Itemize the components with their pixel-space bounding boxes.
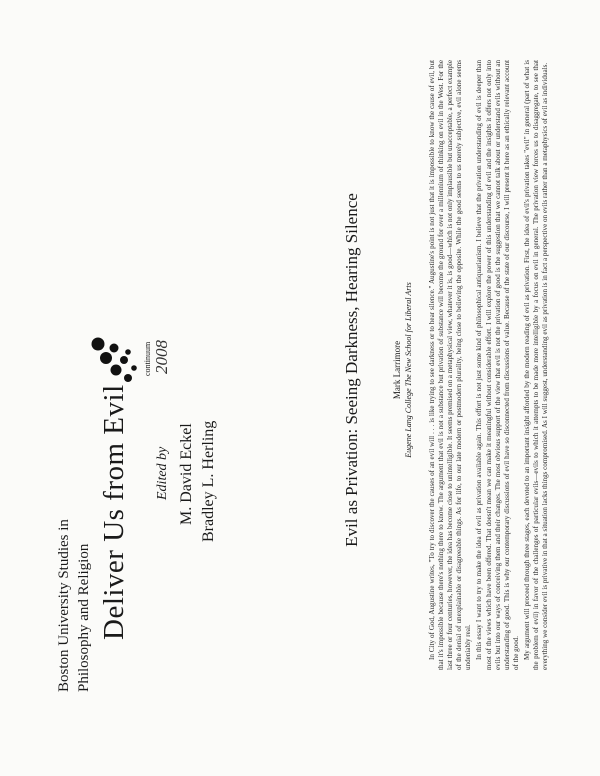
editor-name: Bradley L. Herling bbox=[200, 420, 217, 542]
author-affiliation: Eugene Lang College The New School for Liberal Arts bbox=[404, 282, 413, 458]
title-page bbox=[40, 20, 290, 760]
paragraph: In City of God, Augustine writes, "To try to discover the causes of an evil will . . . is like trying to see darkness or to hear silence." Augustine's point is not just that it is impossible to know the cause of evil, but that it's impossible because there's nothing there to know. The argument that evil is not a substance but privation of substance will become the ground for over a millennium of thinking on evil in the West. For the last three or four centuries, however, the idea has become close to unintelligible. It seems premised on a metaphysical view, whatever it is, is good—which is not only implausible but unacceptable, a perfect example of the denial of unexplainable or disagreeable things. As for life, to our late modern or postmodern plurality, being close to believing the opposite. While the good seems to us merely subjective, evil alone seems undeniably real. bbox=[428, 60, 473, 670]
essay-body bbox=[428, 60, 552, 670]
edited-by-label: Edited by bbox=[155, 446, 170, 500]
editor-name: M. David Eckel bbox=[178, 423, 195, 525]
handwritten-year: 2008 bbox=[152, 340, 171, 374]
author-name: Mark Larrimore bbox=[392, 340, 402, 400]
essay-title: Evil as Privation: Seeing Darkness, Hearing Silence bbox=[342, 193, 361, 547]
continuum-logo-icon bbox=[84, 326, 144, 388]
paragraph: My argument will proceed through three stages, each devoted to an important insight afforded by the modern reading of evil as privation. First, the idea of evil's privation takes "evil" in general (part of what is the problem of evil) in favor of the challenges of particular evils—evils to which it attempts to be made more intelligible by a focus on evil in general. The privation view forces us to disaggregate, to see that everything we consider evil is privative in that a situation lacks things compromised. As I will suggest, understanding evil as privation is in fact a perspective on evils rather than a metaphysics of evil as individuals. bbox=[522, 60, 550, 670]
publisher-name: continuum bbox=[143, 341, 152, 376]
series-title: Boston University Studies in Philosophy and Religion bbox=[56, 519, 92, 692]
essay-first-page bbox=[300, 20, 590, 760]
paragraph: In this essay I want to try to make the idea of evil as privation available again. This effort is not just some kind of philosophical antiquarianism. I believe that the privation understanding of evil is deeper than most of the views which have been offered. That doesn't mean we can make it meaningful without considerable effort. I will explore the power of this understanding of evil and the insights it offers not only into evils but into our ways of conceiving them and their changes. The most obvious support of the view that evil is not the privation of good is the suggestion that we cannot talk about or understand evils without an understanding of good. This is why our contemporary discussions of evil have so disconnected from discussions of value. Because of the state of our discourse, I will present it here as an ethically relevant account of the good. bbox=[475, 60, 520, 670]
book-title: Deliver Us from Evil bbox=[98, 384, 130, 640]
